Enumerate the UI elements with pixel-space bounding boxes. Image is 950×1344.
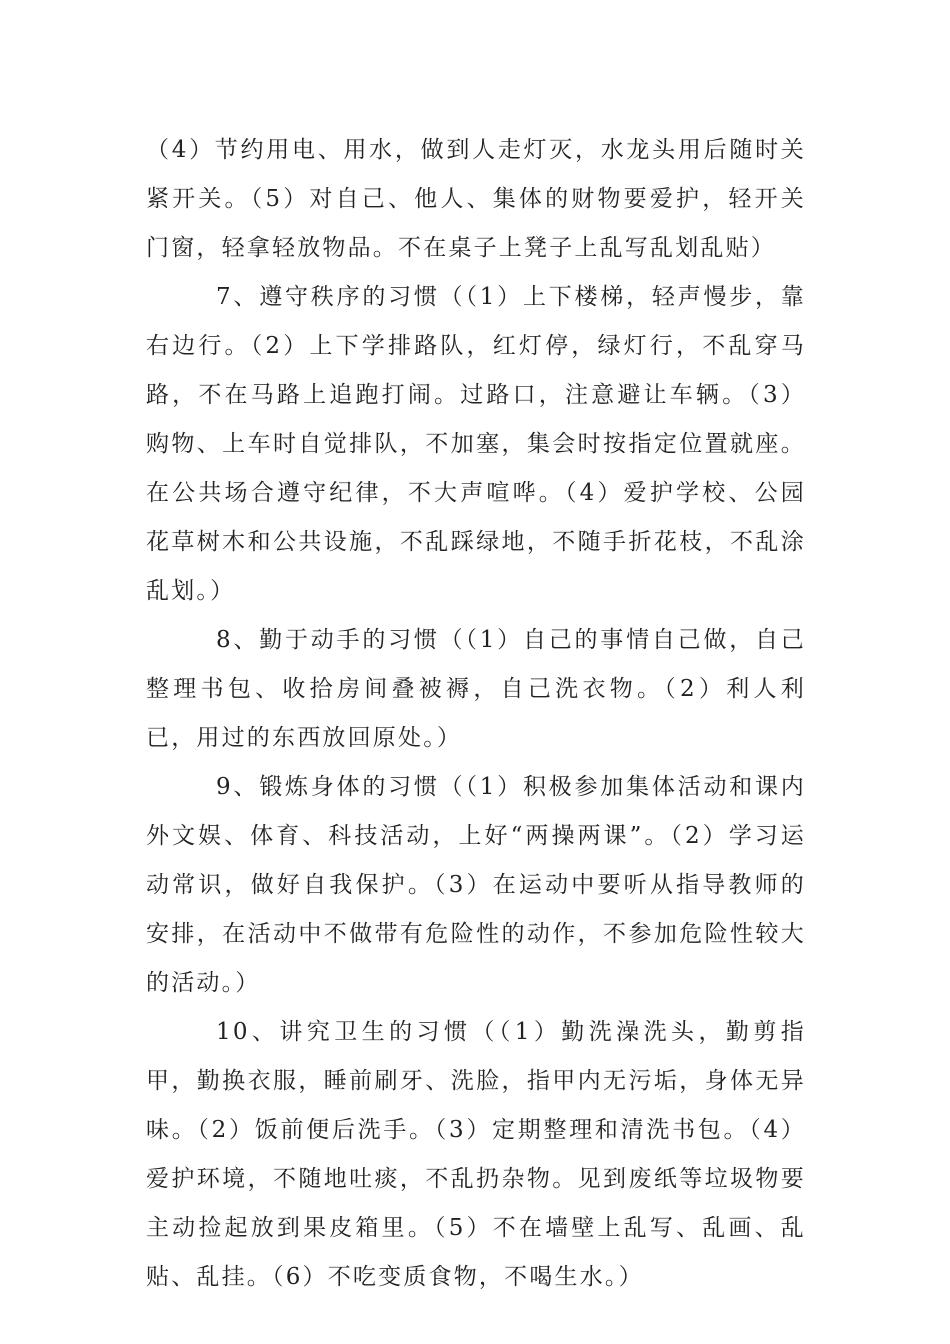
paragraph-hygiene-habits: 10、讲究卫生的习惯（（1）勤洗澡洗头，勤剪指甲，勤换衣服，睡前刷牙、洗脸，指甲内无污垢，身体无异味。（2）饭前便后洗手。（3）定期整理和清洗书包。（4）爱护环境，不随地吐痰，不乱扔杂物。见到废纸等垃圾物要主动捡起放到果皮箱里。（5）不在墙壁上乱写、乱画、乱贴、乱挂。（6）不吃变质食物，不喝生水。） <box>146 1019 806 1290</box>
paragraph-exercise-habits: 9、锻炼身体的习惯（（1）积极参加集体活动和课内外文娱、体育、科技活动，上好“两操两课”。（2）学习运动常识，做好自我保护。（3）在运动中要听从指导教师的安排，在活动中不做带有危险性的动作，不参加危险性较大的活动。） <box>146 774 806 996</box>
paragraph-hands-on-habits: 8、勤于动手的习惯（（1）自己的事情自己做，自己整理书包、收拾房间叠被褥，自己洗衣物。（2）利人利已，用过的东西放回原处。） <box>146 627 806 751</box>
document-page <box>146 126 806 1302</box>
paragraph-order-habits: 7、遵守秩序的习惯（（1）上下楼梯，轻声慢步，靠右边行。（2）上下学排路队，红灯停，绿灯行，不乱穿马路，不在马路上追跑打闹。过路口，注意避让车辆。（3）购物、上车时自觉排队，不加塞，集会时按指定位置就座。在公共场合遵守纪律，不大声喧哗。（4）爱护学校、公园花草树木和公共设施，不乱踩绿地，不随手折花枝，不乱涂乱划。） <box>146 284 806 604</box>
paragraph-energy-and-property: （4）节约用电、用水，做到人走灯灭，水龙头用后随时关紧开关。（5）对自己、他人、集体的财物要爱护，轻开关门窗，轻拿轻放物品。不在桌子上凳子上乱写乱划乱贴） <box>146 137 806 261</box>
